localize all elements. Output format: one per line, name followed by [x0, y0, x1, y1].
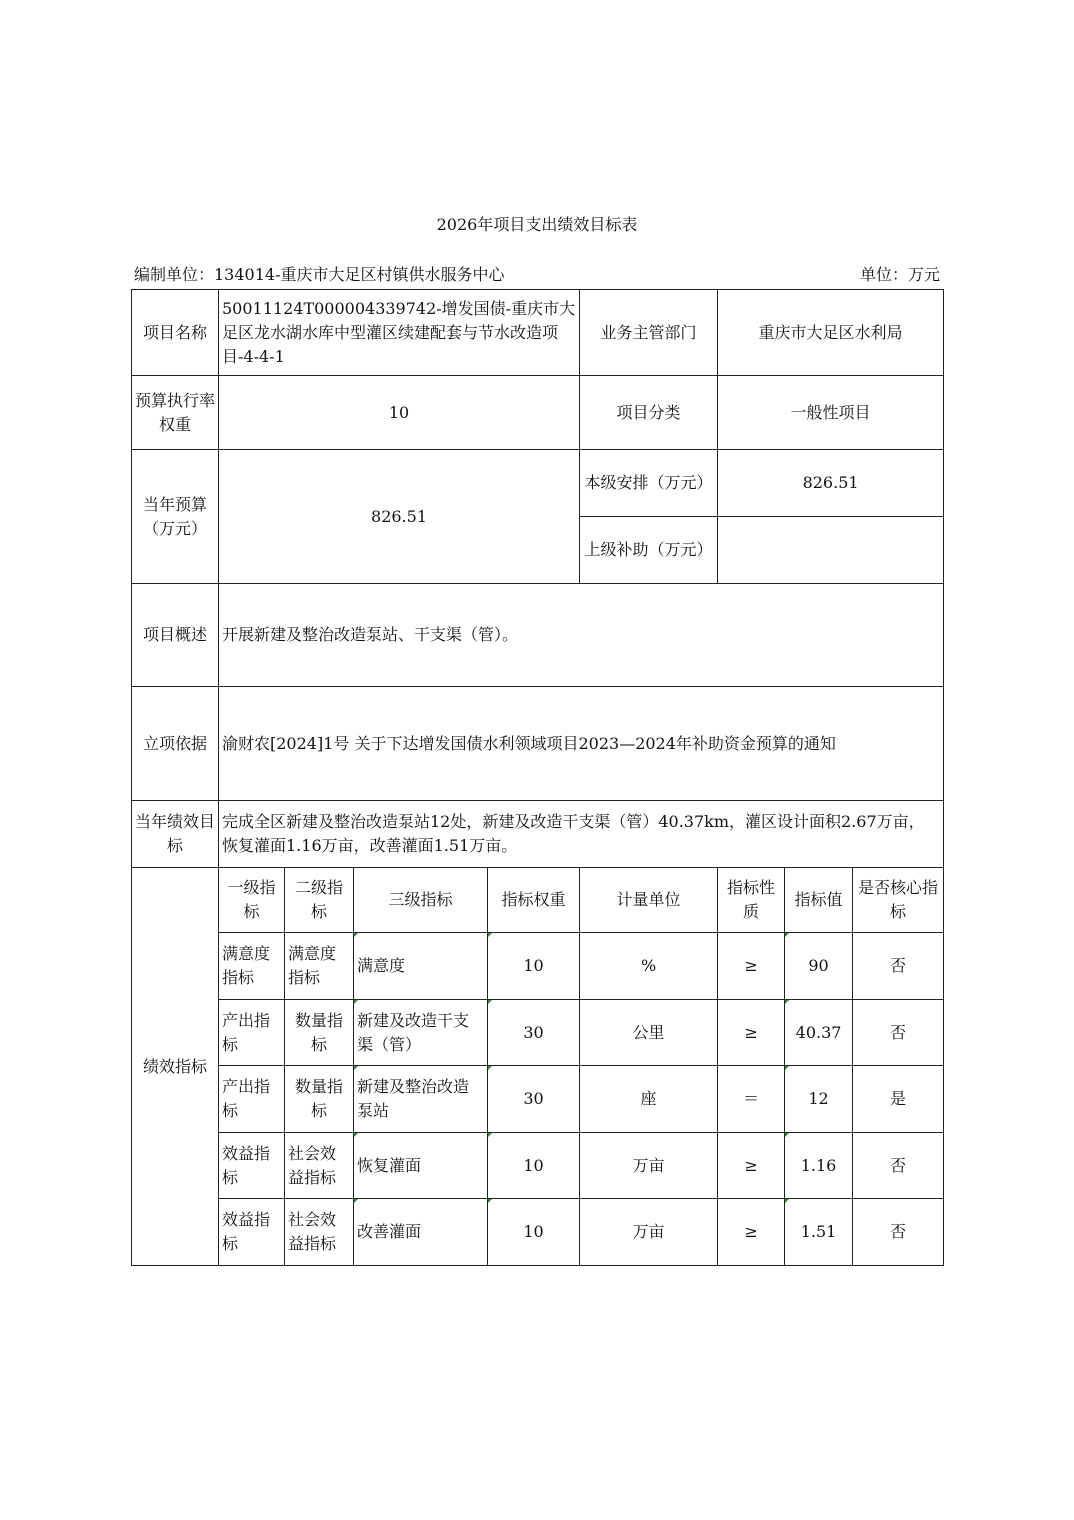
indicator-value: 40.37 — [785, 1000, 853, 1066]
basis-label: 立项依据 — [132, 687, 219, 801]
goal-value: 完成全区新建及整治改造泵站12处，新建及改造干支渠（管）40.37km，灌区设计面积2.67万亩，恢复灌面1.16万亩，改善灌面1.51万亩。 — [219, 801, 944, 868]
indicator-weight: 10 — [488, 1133, 580, 1199]
performance-table — [131, 289, 944, 1266]
indicator-l1: 产出指标 — [219, 1000, 285, 1066]
upper-value — [718, 517, 944, 584]
header-weight: 指标权重 — [488, 868, 580, 933]
header-l3: 三级指标 — [354, 868, 488, 933]
header-info — [134, 262, 940, 284]
dept-label: 业务主管部门 — [580, 290, 718, 376]
table-row — [132, 1133, 944, 1199]
header-core: 是否核心指标 — [853, 868, 944, 933]
indicator-weight: 30 — [488, 1000, 580, 1066]
page-title: 2026年项目支出绩效目标表 — [436, 215, 638, 234]
indicator-unit: 万亩 — [580, 1133, 718, 1199]
local-label: 本级安排（万元） — [580, 450, 718, 517]
indicator-l2: 社会效益指标 — [285, 1133, 354, 1199]
goal-label: 当年绩效目标 — [132, 801, 219, 868]
indicator-unit: 公里 — [580, 1000, 718, 1066]
indicator-value: 1.51 — [785, 1199, 853, 1266]
overview-label: 项目概述 — [132, 584, 219, 687]
exec-weight-label: 预算执行率权重 — [132, 376, 219, 450]
compiler-unit: 编制单位：134014-重庆市大足区村镇供水服务中心 — [134, 265, 505, 284]
indicator-core: 否 — [853, 1199, 944, 1266]
project-name-value: 50011124T000004339742-增发国债-重庆市大足区龙水湖水库中型灌区续建配套与节水改造项目-4-4-1 — [219, 290, 580, 376]
indicator-value: 90 — [785, 933, 853, 1000]
indicator-core: 否 — [853, 1000, 944, 1066]
indicator-weight: 10 — [488, 933, 580, 1000]
indicator-value: 12 — [785, 1066, 853, 1133]
indicator-core: 是 — [853, 1066, 944, 1133]
header-l1: 一级指标 — [219, 868, 285, 933]
indicator-core: 否 — [853, 1133, 944, 1199]
indicator-l2: 社会效益指标 — [285, 1199, 354, 1266]
indicator-header-row — [132, 868, 944, 933]
indicator-l3: 满意度 — [354, 933, 488, 1000]
indicator-nature: ≥ — [718, 1199, 785, 1266]
indicator-l1: 效益指标 — [219, 1199, 285, 1266]
category-value: 一般性项目 — [718, 376, 944, 450]
indicator-l3: 恢复灌面 — [354, 1133, 488, 1199]
indicator-l3: 新建及整治改造泵站 — [354, 1066, 488, 1133]
indicator-nature: ≥ — [718, 1133, 785, 1199]
budget-label: 当年预算（万元） — [132, 450, 219, 584]
table-row — [132, 1199, 944, 1266]
header-value: 指标值 — [785, 868, 853, 933]
table-row — [132, 1066, 944, 1133]
dept-value: 重庆市大足区水利局 — [718, 290, 944, 376]
indicator-core: 否 — [853, 933, 944, 1000]
indicator-value: 1.16 — [785, 1133, 853, 1199]
indicator-nature: ＝ — [718, 1066, 785, 1133]
indicator-l2: 数量指标 — [285, 1066, 354, 1133]
category-label: 项目分类 — [580, 376, 718, 450]
indicator-l2: 数量指标 — [285, 1000, 354, 1066]
indicator-weight: 10 — [488, 1199, 580, 1266]
header-unit: 计量单位 — [580, 868, 718, 933]
indicators-label: 绩效指标 — [132, 868, 219, 1266]
basis-value: 渝财农[2024]1号 关于下达增发国债水利领域项目2023—2024年补助资金预算的通知 — [219, 687, 944, 801]
indicator-weight: 30 — [488, 1066, 580, 1133]
indicator-l1: 满意度指标 — [219, 933, 285, 1000]
local-value: 826.51 — [718, 450, 944, 517]
indicator-unit: 万亩 — [580, 1199, 718, 1266]
budget-value: 826.51 — [219, 450, 580, 584]
exec-weight-value: 10 — [219, 376, 580, 450]
indicator-l3: 新建及改造干支渠（管） — [354, 1000, 488, 1066]
indicator-l1: 产出指标 — [219, 1066, 285, 1133]
header-l2: 二级指标 — [285, 868, 354, 933]
overview-value: 开展新建及整治改造泵站、干支渠（管）。 — [219, 584, 944, 687]
indicator-unit: % — [580, 933, 718, 1000]
currency-unit: 单位：万元 — [859, 265, 940, 284]
project-name-label: 项目名称 — [132, 290, 219, 376]
indicator-nature: ≥ — [718, 1000, 785, 1066]
table-row — [132, 933, 944, 1000]
indicator-nature: ≥ — [718, 933, 785, 1000]
indicator-l3: 改善灌面 — [354, 1199, 488, 1266]
indicator-l1: 效益指标 — [219, 1133, 285, 1199]
table-row — [132, 1000, 944, 1066]
upper-label: 上级补助（万元） — [580, 517, 718, 584]
indicator-unit: 座 — [580, 1066, 718, 1133]
indicator-l2: 满意度指标 — [285, 933, 354, 1000]
header-nature: 指标性质 — [718, 868, 785, 933]
